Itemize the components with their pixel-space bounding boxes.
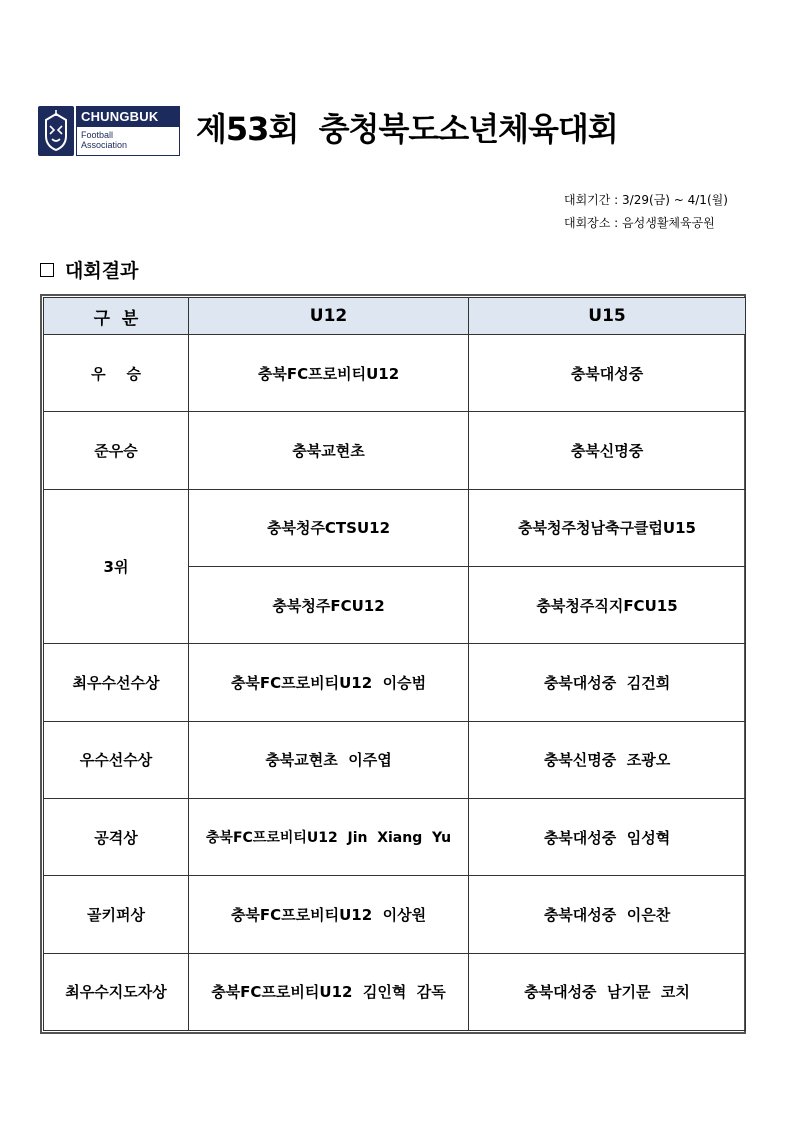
- event-period: 대회기간 : 3/29(금) ~ 4/1(월): [564, 193, 728, 207]
- table-row: [44, 798, 746, 875]
- table-row: [44, 644, 746, 721]
- row-label: 준우승: [44, 412, 189, 489]
- section-heading: [40, 256, 138, 283]
- cell-u12: 충북FC프로비티U12 이상원: [189, 876, 469, 953]
- row-label: 우수선수상: [44, 721, 189, 798]
- header-u15: U15: [469, 298, 746, 335]
- cell-u15: 충북청주직지FCU15: [469, 566, 746, 643]
- logo-wordmark: [76, 106, 180, 156]
- header-category: 구 분: [44, 298, 189, 335]
- row-label: 골키퍼상: [44, 876, 189, 953]
- tiger-crest-icon: [38, 106, 74, 156]
- row-label: 우 승: [44, 335, 189, 412]
- table-row: [44, 412, 746, 489]
- cell-u15: 충북신명중: [469, 412, 746, 489]
- row-label: 최우수선수상: [44, 644, 189, 721]
- logo-sub-line-1: Football: [81, 130, 114, 140]
- logo-subtitle: [81, 130, 127, 150]
- table-row: [44, 953, 746, 1030]
- row-label: 최우수지도자상: [44, 953, 189, 1030]
- logo-sub-line-2: Association: [81, 140, 128, 150]
- cell-u12: 충북FC프로비티U12 김인혁 감독: [189, 953, 469, 1030]
- table-header-row: [44, 298, 746, 335]
- row-label: 3위: [44, 489, 189, 644]
- cell-u12: 충북FC프로비티U12 이승범: [189, 644, 469, 721]
- table-row: [44, 335, 746, 412]
- section-title: 대회결과: [65, 260, 139, 282]
- cell-u15: 충북대성중 이은찬: [469, 876, 746, 953]
- cell-u12: 충북청주CTSU12: [189, 489, 469, 566]
- event-venue: 대회장소 : 음성생활체육공원: [564, 216, 715, 230]
- cell-u12: 충북교현초: [189, 412, 469, 489]
- cell-u15: 충북신명중 조광오: [469, 721, 746, 798]
- table-row: [44, 876, 746, 953]
- document-title: 제53회 충청북도소년체육대회: [196, 110, 618, 148]
- cell-u12: 충북교현초 이주엽: [189, 721, 469, 798]
- cell-u12: 충북청주FCU12: [189, 566, 469, 643]
- results-table: [43, 297, 746, 1031]
- cell-u15: 충북대성중 남기문 코치: [469, 953, 746, 1030]
- cell-u15: 충북대성중 김건희: [469, 644, 746, 721]
- header-u12: U12: [189, 298, 469, 335]
- cell-u12: 충북FC프로비티U12: [189, 335, 469, 412]
- results-table-frame: [40, 294, 746, 1034]
- table-row: [44, 489, 746, 566]
- table-row: [44, 721, 746, 798]
- cell-u15: 충북청주청남축구클럽U15: [469, 489, 746, 566]
- checkbox-square-icon: [40, 263, 54, 277]
- cell-u15: 충북대성중: [469, 335, 746, 412]
- cell-u15: 충북대성중 임성혁: [469, 798, 746, 875]
- cell-u12: 충북FC프로비티U12 Jin Xiang Yu: [189, 798, 469, 875]
- chungbuk-football-association-logo: [38, 106, 180, 156]
- row-label: 공격상: [44, 798, 189, 875]
- logo-name: CHUNGBUK: [77, 107, 179, 127]
